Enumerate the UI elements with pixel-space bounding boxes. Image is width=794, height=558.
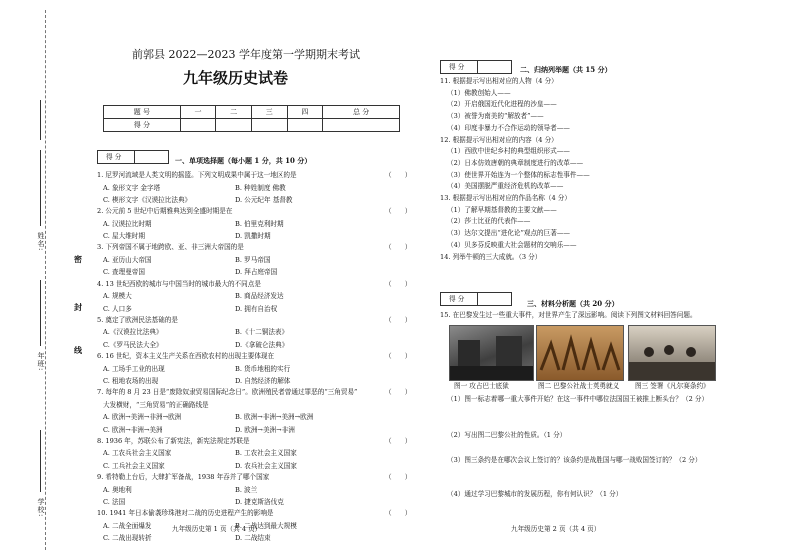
score-table-head: 四 — [287, 106, 323, 119]
option-d: D. 捷克斯洛伐克 — [235, 498, 284, 507]
fill-blank-item[interactable]: （1）西欧中世纪乡村的典型组织形式—— — [447, 147, 570, 156]
question-stem: 10. 1941 年日本偷袭珍珠港对二战的历史进程产生的影响是 — [97, 509, 274, 518]
score-cell[interactable] — [323, 119, 400, 132]
score-box-label: 得 分 — [449, 295, 465, 303]
q15-part4: （4）通过学习巴黎城市的发展历程，你有何认识？（1 分） — [447, 490, 623, 498]
option-a: A. 亚历山大帝国 — [103, 255, 152, 264]
option-a: A. 象形文字 金字塔 — [103, 183, 161, 192]
section2-score-box — [440, 60, 512, 74]
fill-blank-item[interactable]: （4）美国摆脱严重经济危机的改革—— — [447, 182, 564, 191]
option-d: D. 拥有自治权 — [235, 304, 278, 313]
paris-commune-image — [536, 325, 624, 381]
image3-caption: 图三 签署《凡尔赛条约》 — [635, 382, 710, 390]
score-box-label: 得 分 — [106, 153, 122, 161]
answer-paren[interactable]: （ ） — [385, 171, 412, 179]
option-b: B. 二战达到最大规模 — [235, 521, 297, 530]
answer-paren[interactable]: （ ） — [385, 509, 412, 518]
score-table-head: 二 — [216, 106, 252, 119]
section2-title: 二、归纳列举题（共 15 分） — [520, 65, 612, 74]
school-field-line — [40, 430, 41, 492]
score-table — [103, 105, 400, 132]
exam-title: 前郭县 2022—2023 学年度第一学期期末考试 — [132, 48, 360, 61]
question-stem: 6. 16 世纪，资本主义生产关系在西欧农村的出现主要体现在 — [97, 352, 275, 360]
question-stem: 3. 下列帝国不属于地跨欧、亚、非三洲大帝国的是 — [97, 243, 244, 252]
option-a: A. 奥地利 — [103, 485, 132, 494]
commune-sketch-icon — [537, 326, 623, 380]
option-d: D. 农兵社会主义国家 — [235, 461, 297, 470]
q15-intro: 15. 在巴黎发生过一些重大事件，对世界产生了深远影响。阅读下列图文材料回答问题。 — [440, 311, 697, 319]
option-c: C. 租地农场的出现 — [103, 377, 159, 385]
fill-blank-item[interactable]: （3）使世界开始连为一个整体的标志性事件—— — [447, 170, 590, 179]
binding-dashed-line — [45, 10, 46, 550]
seal-mark-feng: 封 — [74, 302, 82, 312]
option-c: C. 人口多 — [103, 304, 132, 313]
school-field-label: 学校: — [37, 498, 45, 518]
option-a: A. 工农兵社会主义国家 — [103, 449, 172, 458]
question-stem: 8. 1936 年，苏联公布了新宪法，新宪法规定苏联是 — [97, 436, 250, 445]
question-stem-cont: 大发横财，“三角贸易”的正确路线是 — [103, 400, 209, 409]
option-c: C. 工兵社会主义国家 — [103, 461, 165, 470]
option-b: B. 货币地租的实行 — [235, 364, 291, 373]
score-table-head: 题 号 — [104, 106, 181, 119]
option-b: B. 波兰 — [235, 485, 258, 494]
option-c: C. 法国 — [103, 498, 126, 507]
fill-blank-item[interactable]: （2）开启俄国近代化进程的沙皇—— — [447, 100, 557, 109]
name-field-label: 姓名: — [37, 232, 45, 252]
class-field-line — [40, 280, 41, 346]
seal-mark-mi: 密 — [74, 254, 82, 264]
option-b: B. 商品经济发达 — [235, 292, 284, 301]
section3-score-box — [440, 292, 512, 306]
fill-blank-item[interactable]: （3）被誉为南美的“解放者”—— — [447, 112, 544, 121]
question-stem: 4. 13 世纪西欧的城市与中国当时的城市最大的不同点是 — [97, 279, 261, 288]
option-a: A. 欧洲→美洲→非洲→欧洲 — [103, 413, 182, 422]
paper-title: 九年级历史试卷 — [183, 69, 289, 87]
option-d: D. 欧洲→美洲→非洲 — [235, 425, 295, 434]
option-a: A. 规模大 — [103, 292, 132, 301]
answer-paren[interactable]: （ ） — [385, 279, 412, 288]
fill-blank-item[interactable]: （2）莎士比亚的代表作—— — [447, 217, 531, 226]
score-cell[interactable] — [251, 119, 287, 132]
answer-paren[interactable]: （ ） — [385, 315, 412, 324]
option-a: A. 汉谟拉比时期 — [103, 219, 152, 228]
option-b: B. 工农社会主义国家 — [235, 449, 297, 458]
score-table-row-label: 得 分 — [104, 119, 181, 132]
section1-title: 一、单项选择题（每小题 1 分，共 10 分） — [175, 156, 312, 165]
score-cell[interactable] — [287, 119, 323, 132]
fill-blank-item[interactable]: （1）了解早期基督教的主要文献—— — [447, 205, 557, 214]
question-stem: 14. 列举牛顿的三大成就。（3 分） — [440, 252, 542, 261]
fill-blank-item[interactable]: （2）日本仿效唐朝的典章制度进行的改革—— — [447, 158, 584, 167]
footer-page2: 九年级历史第 2 页（共 4 页） — [511, 525, 601, 533]
q15-part1: （1）图一标志着哪一重大事件开始？在这一事件中哪位法国国王被推上断头台？（2 分） — [447, 395, 709, 403]
question-stem: 12. 根据提示写出相对应的内容（4 分） — [440, 135, 558, 144]
class-field-label: 年班: — [37, 352, 45, 372]
id-field-line — [40, 100, 41, 140]
option-b: B. 伯里克利时期 — [235, 219, 284, 228]
option-c: C. 欧洲→非洲→美洲 — [103, 425, 163, 434]
image1-caption: 图一 攻占巴士底狱 — [454, 382, 509, 390]
option-d: D. 拜占庭帝国 — [235, 268, 278, 277]
answer-paren[interactable]: （ ） — [385, 207, 412, 216]
question-stem: 13. 根据提示写出相对应的作品名称（4 分） — [440, 194, 571, 202]
bastille-image — [449, 325, 534, 381]
option-b: B. 欧洲→非洲→美洲→欧洲 — [235, 413, 314, 422]
score-box-label: 得 分 — [449, 63, 465, 71]
versailles-sketch-icon — [629, 326, 715, 380]
question-stem: 2. 公元前 5 世纪中后期雅典达到全盛时期是在 — [97, 207, 233, 216]
option-b: B.《十二铜法表》 — [235, 328, 289, 337]
option-c: C. 二战出现转折 — [103, 534, 152, 543]
score-table-head: 总 分 — [323, 106, 400, 119]
question-stem: 5. 奠定了欧洲民法基础的是 — [97, 315, 178, 324]
question-stem: 1. 尼罗河流域是人类文明的摇篮。下列文明成果中属于这一地区的是 — [97, 171, 297, 179]
question-stem: 7. 每年的 8 月 23 日是“废除奴隶贸易国际纪念日”。欧洲殖民者曾通过罪恶的“三角贸易” — [97, 388, 358, 397]
section3-title: 三、材料分析题（共 20 分） — [527, 299, 619, 308]
name-field-line — [40, 150, 41, 226]
image2-caption: 图二 巴黎公社战士英勇就义 — [538, 382, 620, 390]
versailles-image — [628, 325, 716, 381]
option-a: A.《汉谟拉比法典》 — [103, 328, 163, 337]
score-table-head: 三 — [251, 106, 287, 119]
q15-part2: （2）写出图二巴黎公社的性质。（1 分） — [447, 431, 567, 439]
fill-blank-item[interactable]: （4）贝多芬反映重大社会题材的交响乐—— — [447, 240, 577, 249]
option-b: B. 种姓制度 佛教 — [235, 183, 286, 192]
option-a: A. 二战全面爆发 — [103, 521, 152, 530]
option-d: D. 自然经济的解体 — [235, 377, 291, 385]
score-cell[interactable] — [216, 119, 252, 132]
option-d: D. 公元纪年 基督教 — [235, 196, 293, 204]
option-c: C. 屋大维时期 — [103, 232, 145, 241]
section1-score-box — [97, 150, 169, 164]
q15-part3: （3）图三条约是在哪次会议上签订的？该条约是战胜国与哪一战败国签订的？（2 分） — [447, 456, 702, 464]
answer-paren[interactable]: （ ） — [385, 388, 412, 397]
fill-blank-item[interactable]: （3）达尔文提出“进化论”观点的巨著—— — [447, 229, 571, 238]
answer-paren[interactable]: （ ） — [385, 473, 412, 482]
question-stem: 9. 希特勒上台后，大肆扩军备战，1938 年吞并了哪个国家 — [97, 473, 270, 482]
answer-paren[interactable]: （ ） — [385, 436, 412, 445]
option-d: D. 凯撒时期 — [235, 232, 271, 241]
fill-blank-item[interactable]: （1）佛教创始人—— — [447, 88, 511, 97]
option-d: D. 二战结束 — [235, 534, 271, 543]
seal-mark-xian: 线 — [74, 345, 82, 355]
option-a: A. 工场手工业的出现 — [103, 364, 165, 373]
option-c: C.《罗马民法大全》 — [103, 340, 163, 349]
answer-paren[interactable]: （ ） — [385, 352, 412, 360]
answer-paren[interactable]: （ ） — [385, 243, 412, 252]
bastille-sketch-icon — [450, 326, 533, 380]
score-cell[interactable] — [180, 119, 216, 132]
option-b: B. 罗马帝国 — [235, 255, 271, 264]
fill-blank-item[interactable]: （4）印度非暴力不合作运动的领导者—— — [447, 123, 570, 132]
footer-page1: 九年级历史第 1 页（共 4 页） — [172, 525, 262, 533]
option-c: C. 查理曼帝国 — [103, 268, 145, 277]
question-stem: 11. 根据提示写出相对应的人物（4 分） — [440, 77, 558, 85]
option-c: C. 楔形文字《汉谟拉比法典》 — [103, 196, 192, 204]
option-d: D.《拿破仑法典》 — [235, 340, 289, 349]
score-table-head: 一 — [180, 106, 216, 119]
